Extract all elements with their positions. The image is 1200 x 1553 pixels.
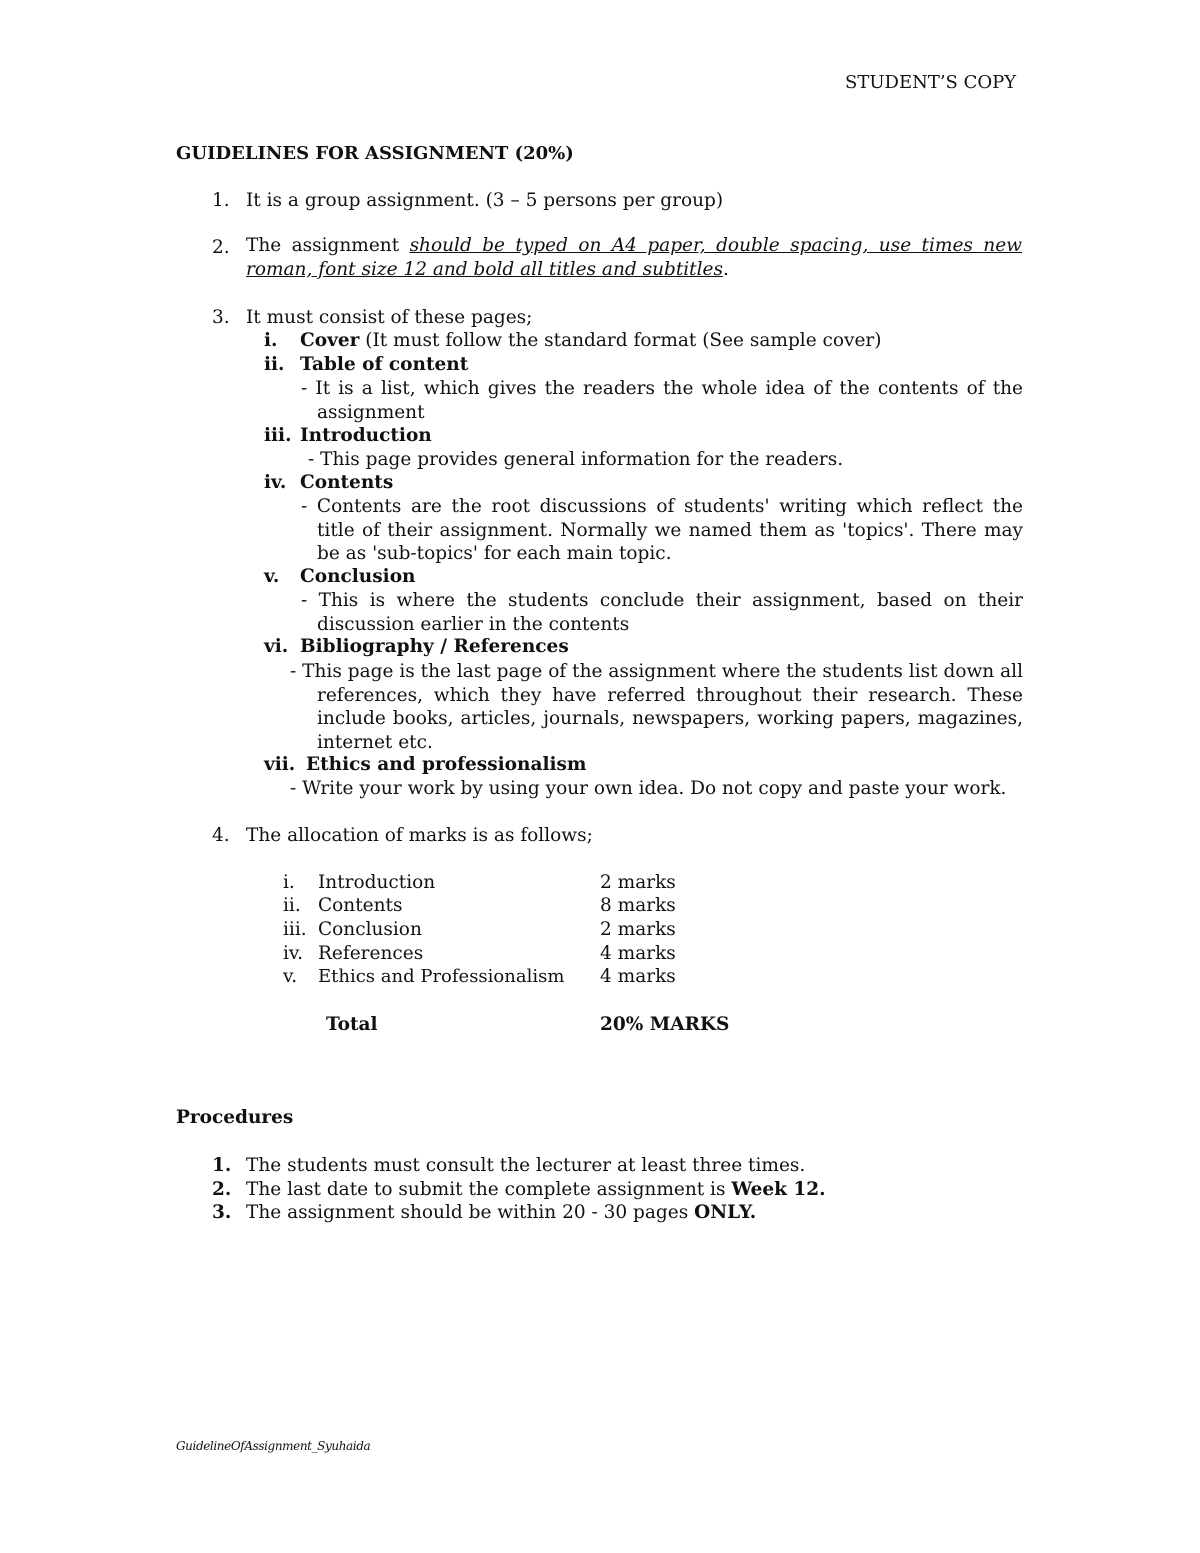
marks-row-number: iv. bbox=[283, 943, 304, 964]
guideline-text-pre: The assignment bbox=[246, 235, 410, 256]
guideline-text: It must consist of these pages; bbox=[246, 307, 533, 328]
marks-row-item: Ethics and Professionalism bbox=[318, 966, 565, 987]
guideline-text-post: . bbox=[722, 258, 729, 280]
guideline-text bbox=[246, 234, 1022, 281]
page-item-number: iii. bbox=[264, 425, 292, 446]
page-item-desc-text: - This is where the students conclude their assignment, based on their discussion earlier in the contents bbox=[301, 590, 1023, 635]
page-item-description: - This page provides general information for the readers. bbox=[308, 449, 844, 470]
marks-row-value: 2 marks bbox=[600, 872, 676, 893]
page-item-number: iv. bbox=[264, 472, 287, 493]
procedure-text-plain: The assignment should be within 20 - 30 pages bbox=[246, 1202, 695, 1223]
procedure-number: 1. bbox=[212, 1155, 232, 1176]
page-item-title: Introduction bbox=[300, 425, 432, 446]
page-title: GUIDELINES FOR ASSIGNMENT (20%) bbox=[176, 143, 574, 164]
marks-row-value: 4 marks bbox=[600, 966, 676, 987]
procedure-text-bold: ONLY. bbox=[694, 1202, 757, 1223]
page-item bbox=[300, 332, 882, 351]
page-footer: GuidelineOfAssignment_Syuhaida bbox=[176, 1439, 371, 1453]
marks-row-number: ii. bbox=[283, 895, 301, 916]
marks-row-item: References bbox=[318, 943, 424, 964]
marks-row-number: iii. bbox=[283, 919, 307, 940]
page-item-desc-text: - It is a list, which gives the readers the whole idea of the contents of the assignment bbox=[301, 378, 1023, 423]
guideline-number: 1. bbox=[212, 190, 230, 211]
procedures-title: Procedures bbox=[176, 1107, 294, 1128]
page-item-number: i. bbox=[264, 330, 278, 351]
marks-row-number: i. bbox=[283, 872, 295, 893]
page-item-description bbox=[301, 377, 1023, 424]
procedure-text bbox=[246, 1181, 826, 1200]
student-copy-label: STUDENT’S COPY bbox=[845, 72, 1017, 93]
procedure-number: 2. bbox=[212, 1179, 232, 1200]
marks-row-value: 4 marks bbox=[600, 943, 676, 964]
page-item-title: Conclusion bbox=[300, 566, 416, 587]
guideline-emphasis: should be typed on A4 paper, double spacing, use times new roman, font size 12 and bold all titles and subtitles bbox=[246, 235, 1022, 280]
procedure-text bbox=[246, 1204, 756, 1223]
guideline-number: 4. bbox=[212, 825, 230, 846]
marks-row-item: Conclusion bbox=[318, 919, 422, 940]
procedure-text-plain: The last date to submit the complete assignment is bbox=[246, 1179, 732, 1200]
marks-row-item: Introduction bbox=[318, 872, 436, 893]
page-item-desc-text: - This page is the last page of the assignment where the students list down all references, which they have referred throughout their research. These include books, articles, journals, newspapers, working papers, magazines, internet etc. bbox=[290, 661, 1023, 753]
page-item-number: ii. bbox=[264, 354, 285, 375]
total-value: 20% MARKS bbox=[600, 1014, 730, 1035]
page-item-title: Ethics and professionalism bbox=[306, 754, 587, 775]
page-item-number: vi. bbox=[264, 636, 289, 657]
page-item-description bbox=[290, 660, 1023, 754]
page-item-number: vii. bbox=[264, 754, 296, 775]
guideline-number: 2. bbox=[212, 237, 230, 258]
page-item-number: v. bbox=[264, 566, 280, 587]
guideline-text: It is a group assignment. (3 – 5 persons per group) bbox=[246, 190, 724, 211]
procedure-text: The students must consult the lecturer at least three times. bbox=[246, 1155, 806, 1176]
page-item-title: Bibliography / References bbox=[300, 636, 569, 657]
total-label: Total bbox=[326, 1014, 378, 1035]
page-item-description: - Write your work by using your own idea. Do not copy and paste your work. bbox=[290, 778, 1007, 799]
guideline-number: 3. bbox=[212, 307, 230, 328]
page-item-description bbox=[301, 495, 1023, 566]
guideline-text: The allocation of marks is as follows; bbox=[246, 825, 593, 846]
marks-row-number: v. bbox=[283, 966, 298, 987]
page-item-title: Contents bbox=[300, 472, 394, 493]
marks-row-value: 8 marks bbox=[600, 895, 676, 916]
marks-row-value: 2 marks bbox=[600, 919, 676, 940]
procedure-number: 3. bbox=[212, 1202, 232, 1223]
page-item-inline: (It must follow the standard format (See sample cover) bbox=[359, 330, 882, 351]
page-item-title: Cover bbox=[300, 330, 360, 351]
page-item-description bbox=[301, 589, 1023, 636]
page-item-title: Table of content bbox=[300, 354, 469, 375]
page-item-desc-text: - Contents are the root discussions of students' writing which reflect the title of their assignment. Normally we named them as 'topics'. There may be as 'sub-topics' for each main topic. bbox=[301, 496, 1023, 564]
marks-row-item: Contents bbox=[318, 895, 403, 916]
procedure-text-bold: Week 12. bbox=[731, 1179, 826, 1200]
